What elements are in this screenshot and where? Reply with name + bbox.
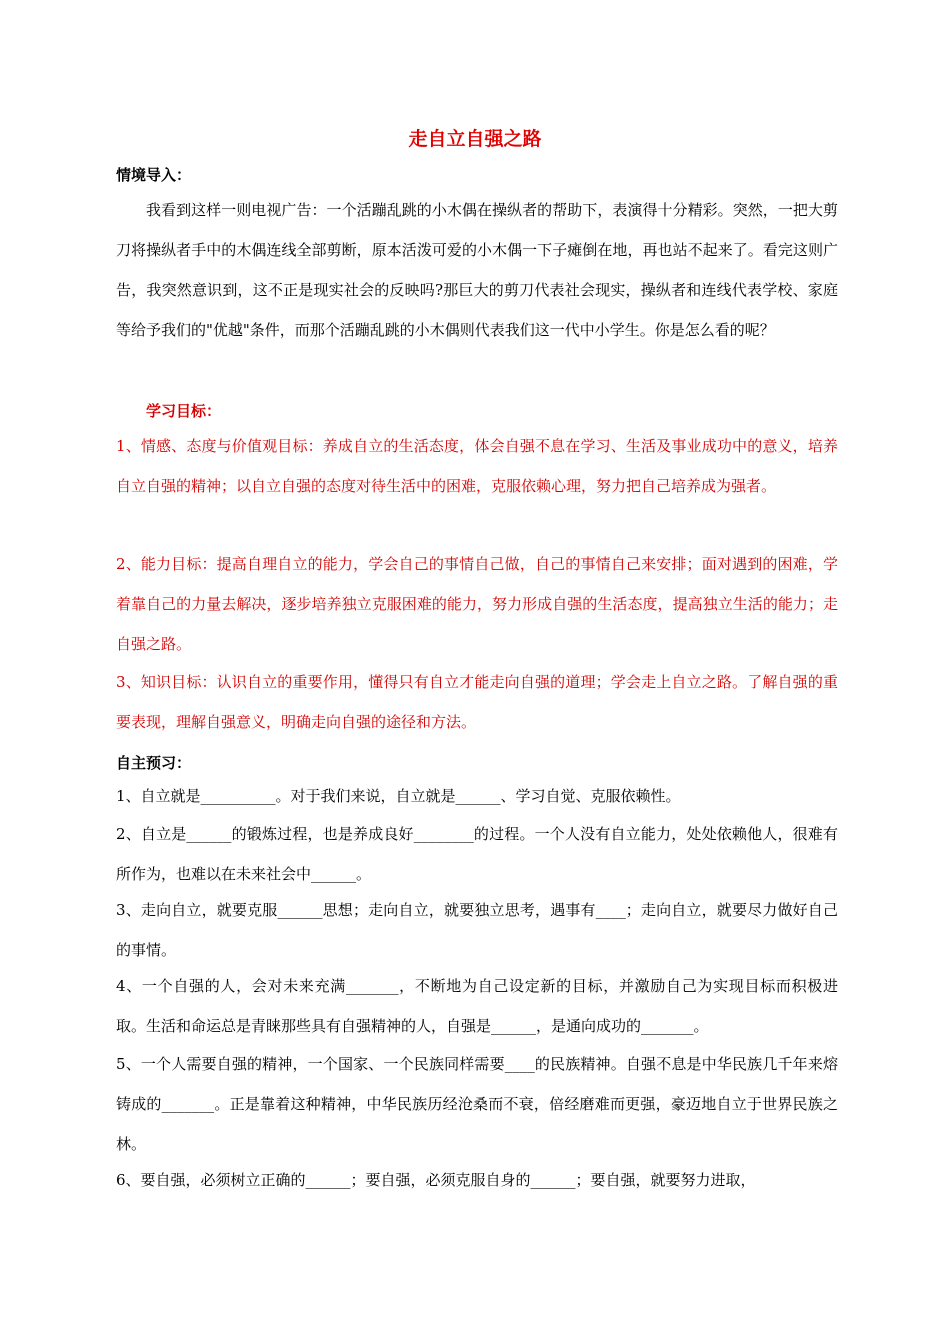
page-title: 走自立自强之路 (408, 128, 542, 150)
preview-heading: 自主预习： (116, 754, 192, 772)
preview-item-1: 1、自立就是__________。对于我们来说，自立就是______、学习自觉、克服依赖性。 (116, 787, 681, 805)
objective-item-1: 1、情感、态度与价值观目标：养成自立的生活态度，体会自强不息在学习、生活及事业成功中的意义，培养自立自强的精神；以自立自强的态度对待生活中的困难，克服依赖心理，努力把自己培养成为强者。 (116, 437, 838, 495)
objectives-heading: 学习目标： (146, 402, 222, 420)
objective-item-2: 2、能力目标：提高自理自立的能力，学会自己的事情自己做，自己的事情自己来安排；面对遇到的困难，学着靠自己的力量去解决，逐步培养独立克服困难的能力，努力形成自强的生活态度，提高独立生活的能力；走自强之路。 (116, 555, 838, 653)
intro-paragraph: 我看到这样一则电视广告：一个活蹦乱跳的小木偶在操纵者的帮助下，表演得十分精彩。突然，一把大剪刀将操纵者手中的木偶连线全部剪断，原本活泼可爱的小木偶一下子瘫倒在地，再也站不起来了。看完这则广告，我突然意识到，这不正是现实社会的反映吗?那巨大的剪刀代表社会现实，操纵者和连线代表学校、家庭等给予我们的"优越"条件，而那个活蹦乱跳的小木偶则代表我们这一代中小学生。你是怎么看的呢？ (116, 201, 838, 339)
intro-heading: 情境导入： (116, 166, 192, 184)
preview-item-4: 4、一个自强的人，会对未来充满_______，不断地为自己设定新的目标，并激励自己为实现目标而积极进取。生活和命运总是青睐那些具有自强精神的人，自强是______，是通向成功的_______。 (116, 977, 838, 1035)
preview-item-6: 6、要自强，必须树立正确的______；要自强，必须克服自身的______；要自强，就要努力进取， (116, 1171, 756, 1189)
preview-item-2: 2、自立是______的锻炼过程，也是养成良好________的过程。一个人没有自立能力，处处依赖他人，很难有所作为，也难以在未来社会中______。 (116, 825, 838, 883)
preview-item-5: 5、一个人需要自强的精神，一个国家、一个民族同样需要____的民族精神。自强不息是中华民族几千年来熔铸成的_______。正是靠着这种精神，中华民族历经沧桑而不衰，倍经磨难而更强，豪迈地自立于世界民族之林。 (116, 1055, 838, 1153)
objective-item-3: 3、知识目标：认识自立的重要作用，懂得只有自立才能走向自强的道理；学会走上自立之路。了解自强的重要表现，理解自强意义，明确走向自强的途径和方法。 (116, 673, 838, 731)
preview-item-3: 3、走向自立，就要克服______思想；走向自立，就要独立思考，遇事有____；走向自立，就要尽力做好自己的事情。 (116, 901, 838, 959)
